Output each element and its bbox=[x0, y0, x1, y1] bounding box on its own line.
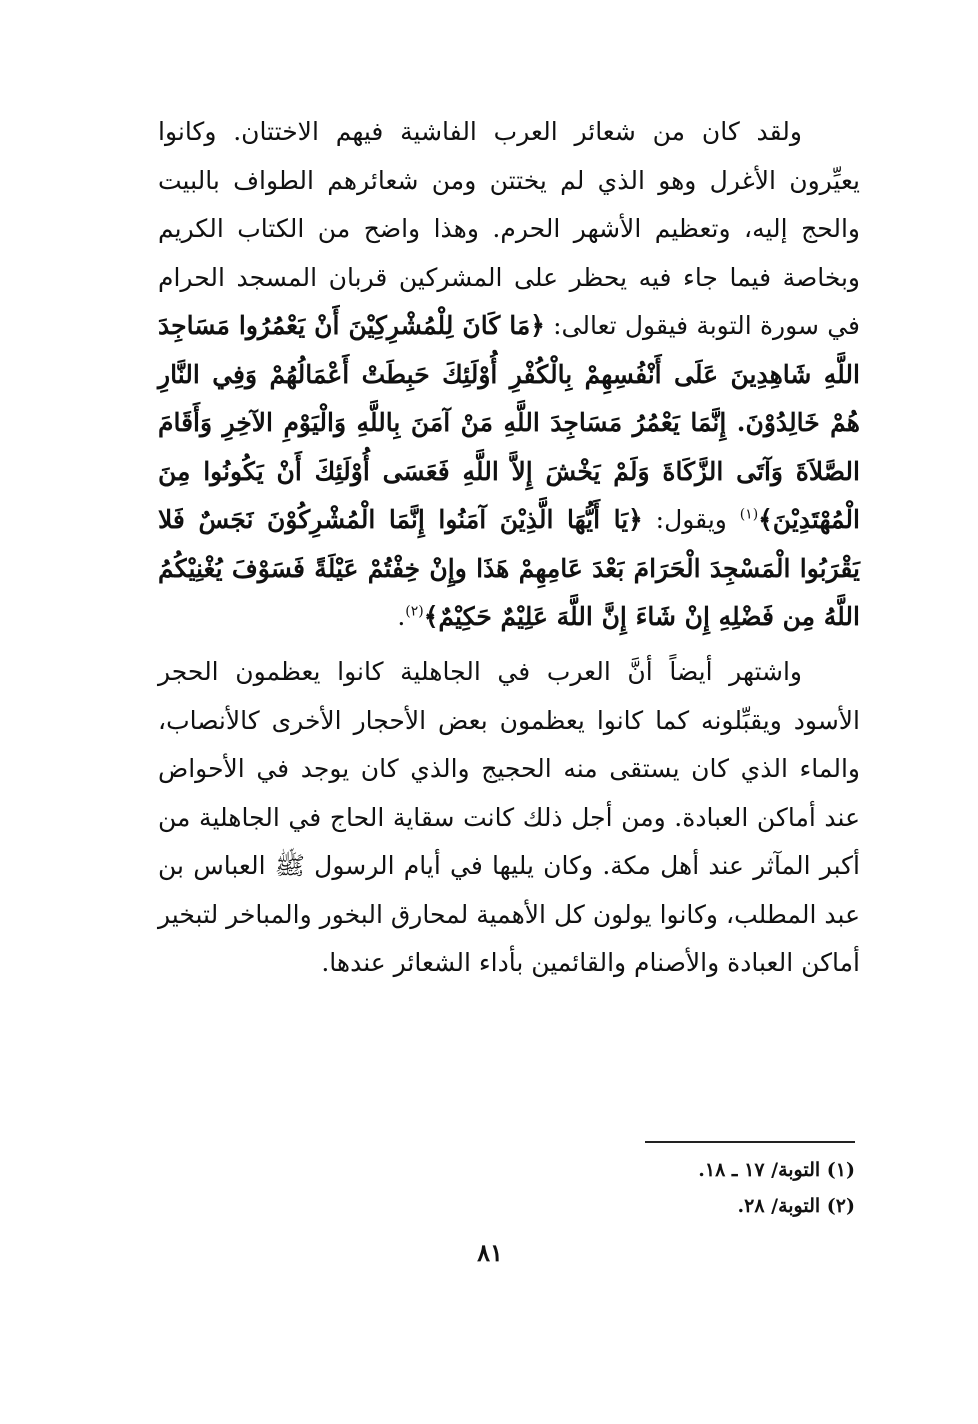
paragraph-end-mark: . bbox=[397, 602, 406, 631]
main-paragraph-2 bbox=[158, 648, 860, 988]
footnotes bbox=[460, 1152, 855, 1224]
footnote-ref-2[interactable]: (٢) bbox=[405, 603, 424, 620]
quran-verse-2: ﴿يَا أَيُّهَا الَّذِيْنَ آمَنُوا إِنَّمَا الْمُشْرِكُوْنَ نَجَسٌ فَلا يَقْرَبُوا الْمَسْجِدَ الْحَرَامَ بَعْدَ عَامِهِمْ هَذَا وإِنْ خِفْتُمْ عَيْلَةً فَسَوْفَ يُغْنِيْكُمُ اللَّهُ مِن فَضْلِهِ إِنْ شَاءَ إِنَّ اللَّهَ عَلِيْمٌ حَكِيْمٌ﴾ bbox=[158, 505, 860, 631]
connector-text: ويقول: bbox=[655, 505, 727, 534]
paragraph-text bbox=[158, 108, 860, 642]
quran-verse-1: ﴿مَا كَانَ لِلْمُشْرِكِيْنَ أَنْ يَعْمُرُوا مَسَاجِدَ اللَّهِ شَاهِدِينَ عَلَى أَنْفُسِهِمْ بِالْكُفْرِ أُوْلَئِكَ حَبِطَتْ أَعْمَالُهُمْ وَفِي النَّارِ هُمْ خَالِدُوْنَ. إِنَّمَا يَعْمُرُ مَسَاجِدَ اللَّهِ مَنْ آمَنَ بِاللَّهِ وَالْيَوْمِ الآخِرِ وَأَقَامَ الصَّلاَةَ وَآتَى الزَّكَاةَ وَلَمْ يَخْشَ إِلاَّ اللَّهِ فَعَسَى أُوْلَئِكَ أَنْ يَكُونُوا مِنَ الْمُهْتَدِيْنَ﴾ bbox=[158, 311, 860, 534]
footnote-ref-1[interactable]: (١) bbox=[739, 506, 759, 523]
footnote-2: (٢) التوبة/ ٢٨. bbox=[737, 1195, 855, 1217]
main-paragraph-1 bbox=[158, 108, 860, 642]
footnote-separator bbox=[645, 1141, 855, 1143]
footnote-1: (١) التوبة/ ١٧ ـ ١٨. bbox=[698, 1159, 855, 1181]
paragraph-text: واشتهر أيضاً أنَّ العرب في الجاهلية كانوا يعظمون الحجر الأسود ويقبِّلونه كما كانوا يعظمون بعض الأحجار الأخرى كالأنصاب، والماء الذي كان يستقى منه الحجيج والذي كان يوجد في الأحواض عند أماكن العبادة. ومن أجل ذلك كانت سقاية الحاج في الجاهلية من أكبر المآثر عند أهل مكة. وكان يليها في أيام الرسول ﷺ العباس بن عبد المطلب، وكانوا يولون كل الأهمية لمحارق البخور والمباخر لتبخير أماكن العبادة والأصنام والقائمين بأداء الشعائر عندها. bbox=[158, 657, 860, 977]
intro-text: ولقد كان من شعائر العرب الفاشية فيهم الاختتان. وكانوا يعيِّرون الأغرل وهو الذي لم يختتن ومن شعائرهم الطواف بالبيت والحج إليه، وتعظيم الأشهر الحرم. وهذا واضح من الكتاب الكريم وبخاصة فيما جاء فيه يحظر على المشركين قربان المسجد الحرام في سورة التوبة فيقول تعالى: bbox=[158, 117, 860, 340]
page-number: ٨١ bbox=[477, 1238, 503, 1267]
